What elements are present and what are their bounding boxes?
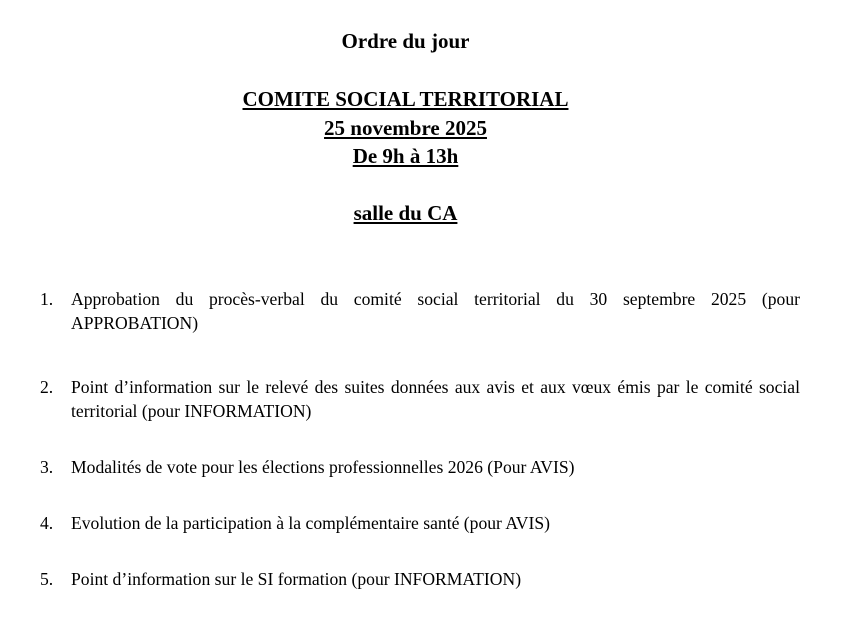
- committee-name: COMITE SOCIAL TERRITORIAL: [242, 87, 569, 111]
- meeting-time: [0, 142, 811, 170]
- page-title: Ordre du jour: [341, 29, 470, 53]
- agenda-item-number: 3.: [40, 457, 54, 477]
- agenda-item-number: 2.: [40, 377, 54, 397]
- agenda-item: [40, 567, 800, 591]
- agenda-item-number: 1.: [40, 289, 54, 309]
- agenda-item-number: 5.: [40, 569, 54, 589]
- agenda-item-text: Approbation du procès-verbal du comité social territorial du 30 septembre 2025 (pour APPROBATION): [71, 289, 800, 333]
- meeting-time-text: De 9h à 13h: [352, 144, 459, 168]
- meeting-room: [0, 199, 811, 227]
- meeting-room-text: salle du CA: [353, 201, 458, 225]
- meeting-date-text: 25 novembre 2025: [324, 116, 487, 140]
- agenda-item-text: Point d’information sur le SI formation (pour INFORMATION): [71, 569, 522, 589]
- agenda-item: [40, 287, 800, 335]
- agenda-item: [40, 455, 800, 479]
- agenda-item: [40, 375, 800, 423]
- agenda-item-text: Modalités de vote pour les élections professionnelles 2026 (Pour AVIS): [71, 457, 575, 477]
- agenda-item-text: Evolution de la participation à la complémentaire santé (pour AVIS): [71, 513, 550, 533]
- agenda-item: [40, 511, 800, 535]
- agenda-item-number: 4.: [40, 513, 54, 533]
- committee-title: [0, 85, 811, 113]
- meeting-date: [0, 114, 811, 142]
- agenda-item-text: Point d’information sur le relevé des suites données aux avis et aux vœux émis par le comité social territorial (pour INFORMATION): [71, 377, 800, 421]
